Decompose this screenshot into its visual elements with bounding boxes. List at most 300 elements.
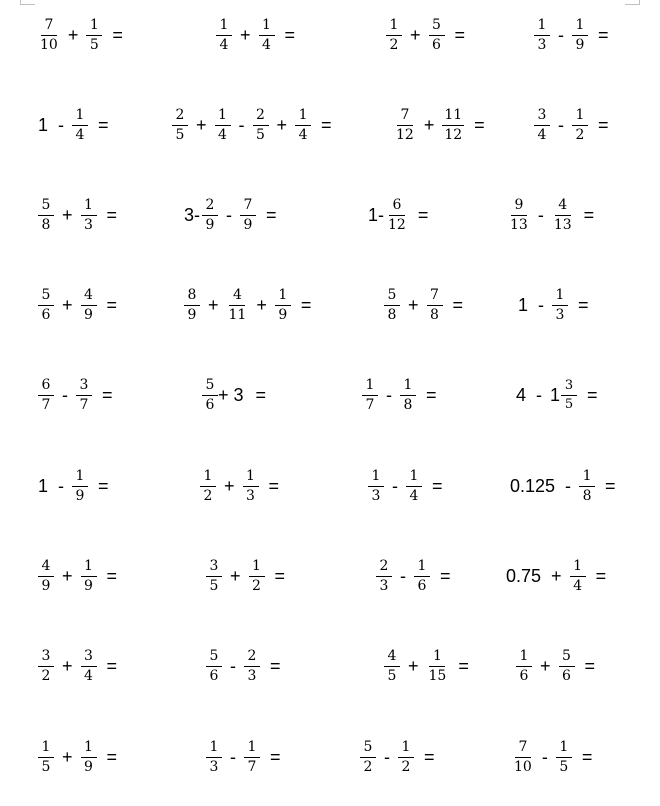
equals-sign: =	[300, 295, 312, 315]
fraction-denominator: 3	[247, 667, 257, 684]
fraction	[406, 469, 422, 503]
operator: +	[423, 115, 435, 135]
fraction-numerator: 3	[38, 649, 54, 667]
fraction	[362, 378, 378, 412]
fraction	[38, 18, 60, 52]
fraction	[86, 18, 102, 52]
problem	[184, 277, 311, 333]
fraction-stack	[275, 288, 291, 322]
fraction-denominator: 9	[41, 577, 51, 594]
problem	[534, 97, 609, 153]
problem	[386, 7, 465, 63]
number-term: 0.125	[510, 476, 556, 496]
operator: +	[62, 747, 73, 767]
fraction-denominator: 2	[41, 667, 51, 684]
fraction	[572, 108, 588, 142]
fraction	[384, 649, 400, 683]
fraction-stack	[202, 378, 218, 412]
fraction-denominator: 6	[209, 667, 219, 684]
fraction	[202, 378, 218, 412]
fraction-denominator: 9	[243, 216, 253, 233]
operator: +	[256, 295, 267, 315]
fraction-numerator: 1	[86, 18, 102, 36]
fraction-denominator: 2	[401, 758, 411, 775]
problem	[38, 548, 117, 604]
fraction	[216, 18, 232, 52]
fraction-stack	[362, 378, 378, 412]
fraction-stack	[295, 108, 311, 142]
problem	[362, 367, 437, 423]
fraction	[206, 559, 222, 593]
fraction-stack	[552, 288, 568, 322]
problem	[394, 97, 485, 153]
fraction-denominator: 3	[537, 36, 547, 53]
fraction-stack	[556, 740, 572, 774]
fraction	[253, 108, 269, 142]
fraction-numerator: 7	[515, 740, 531, 758]
fraction-denominator: 5	[256, 126, 265, 143]
fraction	[427, 288, 443, 322]
fraction-numerator: 1	[215, 108, 231, 126]
fraction-numerator: 3	[206, 559, 222, 577]
problem	[206, 729, 281, 785]
operator: +	[224, 476, 235, 496]
equals-sign: =	[583, 205, 595, 225]
equals-sign: =	[284, 25, 296, 45]
fraction-denominator: 10	[514, 758, 532, 775]
fraction-stack	[38, 378, 54, 412]
fraction-numerator: 1	[275, 288, 291, 306]
fraction-numerator: 1	[81, 198, 97, 216]
fraction	[556, 740, 572, 774]
fraction-denominator: 2	[389, 36, 399, 53]
fraction-stack	[76, 378, 92, 412]
fraction-numerator: 5	[206, 649, 222, 667]
operator: +	[240, 25, 251, 45]
fraction-denominator: 11	[228, 306, 247, 323]
equals-sign: =	[98, 476, 109, 496]
number-term: + 3	[218, 385, 244, 405]
problem	[368, 187, 428, 243]
problem	[506, 548, 606, 604]
equals-sign: =	[106, 295, 118, 315]
fraction-numerator: 2	[253, 108, 269, 126]
fraction-stack	[561, 379, 577, 411]
problem	[172, 97, 332, 153]
fraction-denominator: 8	[582, 487, 592, 504]
mixed-number-whole: 1	[550, 385, 561, 405]
fraction-numerator: 9	[511, 198, 527, 216]
fraction-denominator: 2	[252, 577, 261, 594]
fraction-denominator: 8	[430, 306, 439, 323]
fraction-denominator: 7	[41, 396, 51, 413]
fraction-denominator: 3	[246, 487, 255, 504]
fraction-denominator: 4	[75, 126, 85, 143]
fraction-stack	[516, 649, 532, 683]
fraction-denominator: 9	[75, 487, 85, 504]
operator: +	[410, 25, 421, 45]
problem	[518, 277, 589, 333]
fraction-numerator: 1	[572, 108, 588, 126]
fraction-stack	[427, 649, 449, 683]
operator: -	[58, 115, 65, 135]
fraction	[172, 108, 188, 142]
problem	[368, 458, 443, 514]
fraction	[414, 559, 430, 593]
number-term: 0.75	[506, 566, 542, 586]
fraction-stack	[406, 469, 422, 503]
fraction-stack	[259, 18, 275, 52]
problem	[200, 458, 279, 514]
problem	[38, 187, 117, 243]
problem	[216, 7, 295, 63]
operator: +	[540, 656, 551, 676]
fraction-stack	[38, 18, 60, 52]
fraction-stack	[72, 108, 88, 142]
equals-sign: =	[270, 747, 281, 767]
fraction-numerator: 1	[72, 469, 88, 487]
fraction-numerator: 1	[249, 559, 265, 577]
fraction-denominator: 4	[298, 126, 308, 143]
fraction	[398, 740, 414, 774]
fraction-numerator: 4	[555, 198, 571, 216]
operator: +	[62, 295, 73, 315]
fraction-stack	[81, 740, 97, 774]
fraction-stack	[172, 108, 188, 142]
problem	[516, 638, 595, 694]
fraction-denominator: 9	[278, 306, 288, 323]
fraction-denominator: 6	[41, 306, 51, 323]
fraction-stack	[394, 108, 416, 142]
fraction-numerator: 5	[202, 378, 218, 396]
fraction	[394, 108, 416, 142]
problem	[206, 548, 285, 604]
fraction-denominator: 8	[387, 306, 397, 323]
fraction-stack	[508, 198, 530, 232]
fraction-stack	[206, 559, 222, 593]
fraction-numerator: 1	[570, 559, 586, 577]
fraction-stack	[72, 469, 88, 503]
fraction-stack	[376, 559, 392, 593]
fraction-numerator: 1	[552, 288, 568, 306]
operator: -	[58, 476, 65, 496]
equals-sign: =	[424, 747, 435, 767]
equals-sign: =	[595, 566, 607, 586]
fraction	[384, 288, 400, 322]
fraction-numerator: 6	[38, 378, 54, 396]
fraction-denominator: 4	[219, 36, 229, 53]
fraction	[376, 559, 392, 593]
operator: -	[226, 205, 233, 225]
equals-sign: =	[584, 656, 596, 676]
fraction	[81, 740, 97, 774]
fraction-numerator: 5	[38, 288, 54, 306]
number-term: 3-	[184, 205, 201, 225]
fraction-denominator: 15	[428, 667, 447, 684]
fraction-stack	[215, 108, 231, 142]
fraction	[72, 108, 88, 142]
operator: +	[67, 25, 79, 45]
fraction-denominator: 5	[209, 577, 219, 594]
fraction-stack	[38, 198, 54, 232]
fraction	[386, 18, 402, 52]
fraction-numerator: 7	[397, 108, 413, 126]
fraction-denominator: 10	[40, 36, 58, 53]
equals-sign: =	[268, 476, 280, 496]
fraction	[249, 559, 265, 593]
fraction-numerator: 2	[376, 559, 392, 577]
fraction-denominator: 13	[510, 216, 528, 233]
equals-sign: =	[270, 656, 281, 676]
equals-sign: =	[581, 747, 593, 767]
fraction	[81, 198, 97, 232]
fraction-stack	[184, 288, 200, 322]
fraction-numerator: 4	[81, 288, 97, 306]
fraction-numerator: 6	[389, 198, 405, 216]
operator: -	[392, 476, 398, 496]
fraction	[534, 18, 550, 52]
fraction-stack	[384, 288, 400, 322]
fraction-denominator: 4	[537, 126, 547, 143]
fraction-stack	[244, 649, 260, 683]
fraction-numerator: 1	[216, 18, 232, 36]
fraction-numerator: 1	[243, 469, 259, 487]
problem	[202, 367, 266, 423]
fraction	[552, 288, 568, 322]
fraction	[38, 378, 54, 412]
fraction-numerator: 2	[244, 649, 260, 667]
fraction-denominator: 4	[262, 36, 271, 53]
fraction-stack	[38, 649, 54, 683]
fraction	[572, 18, 588, 52]
fraction-denominator: 9	[84, 577, 93, 594]
fraction-numerator: 5	[429, 18, 445, 36]
fraction-stack	[38, 288, 54, 322]
fraction	[427, 649, 449, 683]
equals-sign: =	[605, 476, 616, 496]
fraction-numerator: 1	[295, 108, 311, 126]
operator: -	[400, 566, 406, 586]
equals-sign: =	[274, 566, 286, 586]
number-term: 1	[38, 476, 49, 496]
fraction-stack	[442, 108, 464, 142]
fraction-denominator: 12	[388, 216, 406, 233]
fraction-denominator: 3	[379, 577, 389, 594]
operator: -	[62, 385, 68, 405]
fraction-denominator: 4	[218, 126, 227, 143]
fraction	[184, 288, 200, 322]
fraction-numerator: 1	[38, 740, 54, 758]
operator: +	[62, 205, 73, 225]
fraction-numerator: 2	[172, 108, 188, 126]
equals-sign: =	[474, 115, 485, 135]
fraction-denominator: 4	[84, 667, 93, 684]
fraction-denominator: 5	[387, 667, 397, 684]
number-term: 1-	[368, 205, 385, 225]
operator: -	[558, 115, 564, 135]
fraction-numerator: 1	[259, 18, 275, 36]
operator: +	[408, 656, 419, 676]
problem	[38, 97, 109, 153]
fraction-denominator: 6	[519, 667, 529, 684]
fraction-denominator: 12	[396, 126, 414, 143]
operator: -	[238, 115, 245, 135]
problem	[512, 729, 592, 785]
fraction-stack	[572, 18, 588, 52]
problem	[384, 277, 463, 333]
fraction-numerator: 4	[38, 559, 54, 577]
fraction-stack	[559, 649, 575, 683]
fraction-denominator: 8	[403, 396, 413, 413]
operator: +	[196, 115, 207, 135]
fraction-denominator: 3	[555, 306, 565, 323]
fraction-stack	[386, 18, 402, 52]
fraction	[240, 198, 256, 232]
fraction-stack	[398, 740, 414, 774]
fraction-numerator: 3	[76, 378, 92, 396]
problem	[38, 729, 117, 785]
fraction	[512, 740, 534, 774]
problem	[384, 638, 469, 694]
operator: +	[62, 656, 73, 676]
fraction-numerator: 1	[534, 18, 550, 36]
fraction-denominator: 7	[365, 396, 375, 413]
operator: -	[558, 25, 564, 45]
fraction	[206, 649, 222, 683]
fraction-stack	[202, 198, 218, 232]
fraction-denominator: 9	[84, 306, 93, 323]
problem	[534, 7, 609, 63]
equals-sign: =	[578, 295, 589, 315]
fraction-denominator: 3	[371, 487, 381, 504]
problem	[38, 7, 123, 63]
fraction-denominator: 5	[41, 758, 51, 775]
fraction-stack	[206, 740, 222, 774]
equals-sign: =	[452, 295, 464, 315]
fraction-numerator: 8	[184, 288, 200, 306]
fraction-stack	[579, 469, 595, 503]
fraction-stack	[414, 559, 430, 593]
number-term: 1	[518, 295, 529, 315]
fraction	[295, 108, 311, 142]
fraction	[243, 469, 259, 503]
fraction-numerator: 5	[360, 740, 376, 758]
fraction-denominator: 6	[562, 667, 571, 684]
fraction-numerator: 1	[429, 649, 445, 667]
fraction	[81, 288, 97, 322]
fraction-stack	[512, 740, 534, 774]
fraction	[508, 198, 530, 232]
fraction-denominator: 4	[409, 487, 419, 504]
fraction	[259, 18, 275, 52]
equals-sign: =	[266, 205, 277, 225]
fraction	[516, 649, 532, 683]
fraction	[570, 559, 586, 593]
fraction-numerator: 3	[534, 108, 550, 126]
operator: -	[230, 747, 236, 767]
fraction-stack	[429, 18, 445, 52]
fraction-denominator: 13	[553, 216, 572, 233]
fraction-denominator: 12	[444, 126, 463, 143]
fraction-stack	[360, 740, 376, 774]
fraction-denominator: 5	[564, 396, 574, 412]
fraction-denominator: 5	[559, 758, 569, 775]
fraction	[368, 469, 384, 503]
fraction-numerator: 1	[200, 469, 216, 487]
fraction-denominator: 2	[575, 126, 585, 143]
fraction	[227, 288, 249, 322]
problem	[360, 729, 435, 785]
fraction-numerator: 2	[202, 198, 218, 216]
fraction-numerator: 1	[556, 740, 572, 758]
equals-sign: =	[587, 385, 598, 405]
operator: +	[62, 566, 73, 586]
fraction-stack	[244, 740, 260, 774]
equals-sign: =	[417, 205, 429, 225]
equals-sign: =	[255, 385, 267, 405]
fraction-numerator: 1	[572, 18, 588, 36]
fraction	[442, 108, 464, 142]
fraction	[76, 378, 92, 412]
equals-sign: =	[454, 25, 466, 45]
operator: +	[276, 115, 288, 135]
fraction-stack	[227, 288, 249, 322]
fraction-numerator: 1	[414, 559, 430, 577]
fraction	[38, 198, 54, 232]
fraction-stack	[552, 198, 574, 232]
fraction-numerator: 4	[229, 288, 245, 306]
fraction-stack	[243, 469, 259, 503]
fraction	[38, 649, 54, 683]
fraction-stack	[81, 559, 97, 593]
fraction-stack	[240, 198, 256, 232]
equals-sign: =	[112, 25, 123, 45]
operator: -	[386, 385, 392, 405]
fraction	[244, 649, 260, 683]
fraction-denominator: 9	[84, 758, 93, 775]
fraction-stack	[253, 108, 269, 142]
fraction	[429, 18, 445, 52]
fraction-denominator: 6	[432, 36, 441, 53]
problem	[510, 458, 616, 514]
fraction-stack	[200, 469, 216, 503]
fraction-stack	[38, 740, 54, 774]
fraction-stack	[534, 108, 550, 142]
fraction	[360, 740, 376, 774]
equals-sign: =	[598, 25, 609, 45]
fraction-numerator: 3	[81, 649, 97, 667]
fraction-denominator: 9	[205, 216, 215, 233]
fraction-denominator: 9	[575, 36, 585, 53]
fraction-numerator: 1	[579, 469, 595, 487]
problem	[184, 187, 277, 243]
fraction-numerator: 5	[38, 198, 54, 216]
mixed-number	[550, 379, 577, 411]
equals-sign: =	[458, 656, 469, 676]
fraction-numerator: 5	[559, 649, 575, 667]
fraction-denominator: 4	[573, 577, 583, 594]
fraction-numerator: 11	[442, 108, 464, 126]
fraction	[81, 649, 97, 683]
operator: -	[538, 295, 545, 315]
operator: -	[541, 747, 548, 767]
fraction-stack	[386, 198, 408, 232]
fraction-denominator: 3	[84, 216, 93, 233]
fraction-numerator: 7	[427, 288, 443, 306]
fraction	[215, 108, 231, 142]
fraction-denominator: 5	[89, 36, 99, 53]
fraction-stack	[38, 559, 54, 593]
